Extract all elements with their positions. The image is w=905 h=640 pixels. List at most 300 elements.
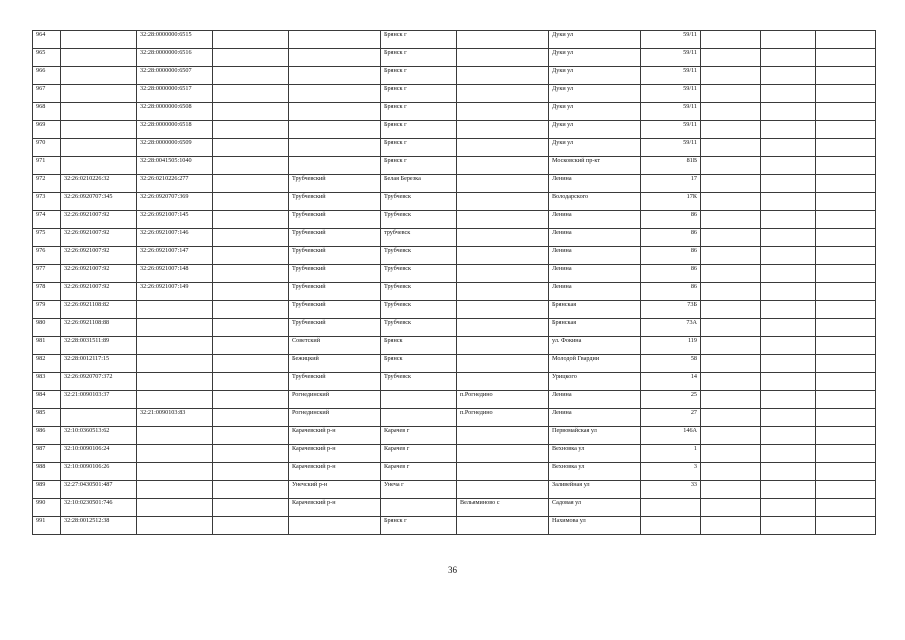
settlement-cell (457, 175, 549, 193)
street-cell: Ленина (549, 175, 641, 193)
street-cell: Брянская (549, 301, 641, 319)
settlement-cell: Вельяминово с (457, 499, 549, 517)
district-cell: Карачевский р-н (289, 499, 381, 517)
empty-cell (761, 391, 816, 409)
cadastral-number-cell: 32:27:0430501:487 (61, 481, 137, 499)
district-cell: Советский (289, 337, 381, 355)
street-cell: Урицкого (549, 373, 641, 391)
city-cell: Брянск (381, 337, 457, 355)
street-cell: Ленина (549, 247, 641, 265)
empty-cell (213, 517, 289, 535)
empty-cell (213, 499, 289, 517)
cadastral-number-2-cell: 32:28:0000000:6517 (137, 85, 213, 103)
district-cell (289, 157, 381, 175)
empty-cell (816, 409, 876, 427)
empty-cell (761, 337, 816, 355)
empty-cell (816, 373, 876, 391)
settlement-cell (457, 337, 549, 355)
house-cell: 59/11 (641, 103, 701, 121)
district-cell (289, 103, 381, 121)
street-cell: Дуки ул (549, 85, 641, 103)
house-cell: 86 (641, 211, 701, 229)
table-row (33, 337, 876, 355)
house-cell: 73А (641, 319, 701, 337)
table-row (33, 67, 876, 85)
table-row (33, 283, 876, 301)
cadastral-number-cell (61, 157, 137, 175)
cadastral-number-cell: 32:26:0921007:92 (61, 229, 137, 247)
empty-cell (761, 445, 816, 463)
empty-cell (213, 481, 289, 499)
row-number-cell: 981 (33, 337, 61, 355)
row-number-cell: 980 (33, 319, 61, 337)
registry-sheet (32, 30, 876, 535)
district-cell (289, 67, 381, 85)
empty-cell (761, 67, 816, 85)
house-cell: 27 (641, 409, 701, 427)
street-cell: Вехновка ул (549, 463, 641, 481)
house-cell: 1 (641, 445, 701, 463)
cadastral-number-cell (61, 49, 137, 67)
house-cell: 59/11 (641, 31, 701, 49)
empty-cell (213, 85, 289, 103)
district-cell: Трубчевский (289, 301, 381, 319)
empty-cell (701, 157, 761, 175)
table-row (33, 85, 876, 103)
city-cell: Трубчевск (381, 265, 457, 283)
district-cell: Бежицкий (289, 355, 381, 373)
empty-cell (213, 67, 289, 85)
empty-cell (213, 373, 289, 391)
table-row (33, 355, 876, 373)
cadastral-number-cell: 32:26:0920707:345 (61, 193, 137, 211)
city-cell: Брянск г (381, 49, 457, 67)
empty-cell (816, 229, 876, 247)
city-cell (381, 391, 457, 409)
city-cell: Трубчевск (381, 301, 457, 319)
settlement-cell (457, 265, 549, 283)
empty-cell (701, 409, 761, 427)
district-cell: Трубчевский (289, 373, 381, 391)
row-number-cell: 986 (33, 427, 61, 445)
empty-cell (816, 211, 876, 229)
empty-cell (816, 265, 876, 283)
table-row (33, 391, 876, 409)
empty-cell (761, 49, 816, 67)
cadastral-number-cell: 32:26:0921007:92 (61, 283, 137, 301)
empty-cell (701, 211, 761, 229)
empty-cell (213, 49, 289, 67)
empty-cell (701, 517, 761, 535)
empty-cell (816, 193, 876, 211)
empty-cell (761, 211, 816, 229)
street-cell: Дуки ул (549, 103, 641, 121)
table-row (33, 373, 876, 391)
empty-cell (213, 247, 289, 265)
cadastral-number-cell: 32:26:0921108:88 (61, 319, 137, 337)
settlement-cell: п.Рогнедино (457, 409, 549, 427)
district-cell: Трубчевский (289, 283, 381, 301)
empty-cell (213, 409, 289, 427)
settlement-cell (457, 49, 549, 67)
district-cell: Карачевский р-н (289, 463, 381, 481)
table-row (33, 319, 876, 337)
empty-cell (213, 157, 289, 175)
street-cell: Дуки ул (549, 121, 641, 139)
house-cell: 59/11 (641, 67, 701, 85)
city-cell: Трубчевск (381, 283, 457, 301)
city-cell: Брянск г (381, 139, 457, 157)
row-number-cell: 983 (33, 373, 61, 391)
cadastral-number-cell (61, 31, 137, 49)
table-row (33, 103, 876, 121)
empty-cell (213, 175, 289, 193)
cadastral-number-2-cell: 32:26:0921007:146 (137, 229, 213, 247)
house-cell: 59/11 (641, 121, 701, 139)
house-cell: 86 (641, 229, 701, 247)
empty-cell (761, 193, 816, 211)
cadastral-number-cell (61, 67, 137, 85)
empty-cell (213, 193, 289, 211)
table-row (33, 157, 876, 175)
house-cell: 3 (641, 463, 701, 481)
city-cell: Белая Березка (381, 175, 457, 193)
empty-cell (816, 121, 876, 139)
house-cell (641, 499, 701, 517)
street-cell: Володарского (549, 193, 641, 211)
city-cell: Трубчевск (381, 211, 457, 229)
cadastral-number-2-cell (137, 517, 213, 535)
empty-cell (816, 175, 876, 193)
empty-cell (213, 337, 289, 355)
cadastral-number-cell: 32:28:0031511:89 (61, 337, 137, 355)
empty-cell (816, 355, 876, 373)
street-cell: Заливейная ул (549, 481, 641, 499)
empty-cell (816, 445, 876, 463)
house-cell: 58 (641, 355, 701, 373)
house-cell: 59/11 (641, 139, 701, 157)
settlement-cell (457, 355, 549, 373)
empty-cell (213, 31, 289, 49)
table-row (33, 427, 876, 445)
settlement-cell (457, 31, 549, 49)
district-cell: Трубчевский (289, 175, 381, 193)
empty-cell (816, 319, 876, 337)
cadastral-number-cell (61, 85, 137, 103)
empty-cell (701, 103, 761, 121)
empty-cell (213, 427, 289, 445)
empty-cell (761, 103, 816, 121)
row-number-cell: 975 (33, 229, 61, 247)
table-row (33, 247, 876, 265)
house-cell: 25 (641, 391, 701, 409)
street-cell: ул. Фокина (549, 337, 641, 355)
city-cell (381, 499, 457, 517)
empty-cell (701, 427, 761, 445)
city-cell: Трубчевск (381, 193, 457, 211)
empty-cell (761, 499, 816, 517)
street-cell: Молодой Гвардии (549, 355, 641, 373)
empty-cell (701, 319, 761, 337)
city-cell: Брянск г (381, 103, 457, 121)
cadastral-number-2-cell (137, 319, 213, 337)
empty-cell (213, 463, 289, 481)
row-number-cell: 966 (33, 67, 61, 85)
row-number-cell: 964 (33, 31, 61, 49)
empty-cell (761, 31, 816, 49)
row-number-cell: 989 (33, 481, 61, 499)
street-cell: Дуки ул (549, 67, 641, 85)
settlement-cell: п.Рогнедино (457, 391, 549, 409)
cadastral-number-cell (61, 409, 137, 427)
district-cell: Карачевский р-н (289, 445, 381, 463)
row-number-cell: 969 (33, 121, 61, 139)
cadastral-number-2-cell (137, 373, 213, 391)
settlement-cell (457, 193, 549, 211)
empty-cell (816, 391, 876, 409)
cadastral-number-2-cell (137, 391, 213, 409)
table-body (33, 31, 876, 535)
table-row (33, 463, 876, 481)
empty-cell (701, 247, 761, 265)
empty-cell (701, 49, 761, 67)
empty-cell (213, 229, 289, 247)
district-cell: Трубчевский (289, 247, 381, 265)
cadastral-number-cell: 32:10:0360513:62 (61, 427, 137, 445)
row-number-cell: 978 (33, 283, 61, 301)
cadastral-number-2-cell: 32:26:0920707:369 (137, 193, 213, 211)
empty-cell (816, 301, 876, 319)
city-cell: Брянск (381, 355, 457, 373)
empty-cell (701, 481, 761, 499)
empty-cell (816, 247, 876, 265)
cadastral-number-2-cell (137, 355, 213, 373)
empty-cell (816, 139, 876, 157)
table-row (33, 499, 876, 517)
row-number-cell: 988 (33, 463, 61, 481)
empty-cell (816, 517, 876, 535)
cadastral-number-cell: 32:26:0921007:92 (61, 265, 137, 283)
street-cell: Московский пр-кт (549, 157, 641, 175)
settlement-cell (457, 247, 549, 265)
empty-cell (761, 247, 816, 265)
empty-cell (761, 229, 816, 247)
table-row (33, 229, 876, 247)
district-cell: Трубчевский (289, 211, 381, 229)
registry-table (32, 30, 876, 535)
district-cell: Трубчевский (289, 319, 381, 337)
cadastral-number-cell: 32:28:0012117:15 (61, 355, 137, 373)
empty-cell (816, 157, 876, 175)
settlement-cell (457, 229, 549, 247)
empty-cell (701, 229, 761, 247)
house-cell: 81В (641, 157, 701, 175)
empty-cell (701, 355, 761, 373)
empty-cell (213, 319, 289, 337)
cadastral-number-cell (61, 139, 137, 157)
city-cell: Унеча г (381, 481, 457, 499)
row-number-cell: 991 (33, 517, 61, 535)
table-row (33, 121, 876, 139)
street-cell: Ленина (549, 409, 641, 427)
empty-cell (701, 121, 761, 139)
empty-cell (761, 427, 816, 445)
street-cell: Ленина (549, 265, 641, 283)
cadastral-number-cell: 32:10:0230501:746 (61, 499, 137, 517)
street-cell: Ленина (549, 229, 641, 247)
house-cell: 17К (641, 193, 701, 211)
district-cell (289, 49, 381, 67)
street-cell: Ленина (549, 283, 641, 301)
empty-cell (761, 463, 816, 481)
empty-cell (213, 445, 289, 463)
house-cell (641, 517, 701, 535)
settlement-cell (457, 121, 549, 139)
settlement-cell (457, 373, 549, 391)
street-cell: Ленина (549, 211, 641, 229)
table-row (33, 265, 876, 283)
street-cell: Дуки ул (549, 139, 641, 157)
empty-cell (213, 283, 289, 301)
empty-cell (701, 193, 761, 211)
empty-cell (761, 355, 816, 373)
table-row (33, 193, 876, 211)
empty-cell (701, 391, 761, 409)
settlement-cell (457, 301, 549, 319)
settlement-cell (457, 517, 549, 535)
cadastral-number-2-cell: 32:26:0921007:149 (137, 283, 213, 301)
cadastral-number-2-cell: 32:28:0000000:6508 (137, 103, 213, 121)
city-cell: Карачев г (381, 463, 457, 481)
street-cell: Дуки ул (549, 49, 641, 67)
empty-cell (213, 265, 289, 283)
city-cell (381, 409, 457, 427)
empty-cell (213, 301, 289, 319)
cadastral-number-2-cell: 32:28:0000000:6507 (137, 67, 213, 85)
settlement-cell (457, 463, 549, 481)
settlement-cell (457, 427, 549, 445)
table-row (33, 139, 876, 157)
district-cell (289, 139, 381, 157)
city-cell: Карачев г (381, 427, 457, 445)
table-row (33, 31, 876, 49)
city-cell: Трубчевск (381, 247, 457, 265)
district-cell: Трубчевский (289, 193, 381, 211)
city-cell: Брянск г (381, 517, 457, 535)
page-number: 36 (448, 565, 457, 575)
empty-cell (701, 445, 761, 463)
street-cell: Дуки ул (549, 31, 641, 49)
table-row (33, 445, 876, 463)
cadastral-number-cell: 32:26:0921007:92 (61, 211, 137, 229)
row-number-cell: 987 (33, 445, 61, 463)
district-cell: Рогнединский (289, 391, 381, 409)
row-number-cell: 965 (33, 49, 61, 67)
empty-cell (701, 301, 761, 319)
street-cell: Брянская (549, 319, 641, 337)
street-cell: Нахимова ул (549, 517, 641, 535)
house-cell: 86 (641, 283, 701, 301)
house-cell: 86 (641, 247, 701, 265)
cadastral-number-cell: 32:26:0210226:32 (61, 175, 137, 193)
table-row (33, 301, 876, 319)
district-cell: Трубчевский (289, 265, 381, 283)
row-number-cell: 970 (33, 139, 61, 157)
city-cell: Трубчевск (381, 319, 457, 337)
district-cell: Унечский р-н (289, 481, 381, 499)
district-cell: Карачевский р-н (289, 427, 381, 445)
district-cell (289, 517, 381, 535)
street-cell: Садовая ул (549, 499, 641, 517)
empty-cell (701, 373, 761, 391)
empty-cell (701, 499, 761, 517)
row-number-cell: 972 (33, 175, 61, 193)
empty-cell (701, 31, 761, 49)
cadastral-number-cell: 32:28:0012512:38 (61, 517, 137, 535)
house-cell: 33 (641, 481, 701, 499)
district-cell (289, 85, 381, 103)
house-cell: 59/11 (641, 85, 701, 103)
city-cell: Карачев г (381, 445, 457, 463)
empty-cell (761, 85, 816, 103)
cadastral-number-2-cell: 32:26:0210226:277 (137, 175, 213, 193)
empty-cell (816, 67, 876, 85)
empty-cell (816, 85, 876, 103)
row-number-cell: 971 (33, 157, 61, 175)
city-cell: Трубчевск (381, 373, 457, 391)
city-cell: Брянск г (381, 121, 457, 139)
empty-cell (761, 139, 816, 157)
cadastral-number-2-cell (137, 445, 213, 463)
settlement-cell (457, 85, 549, 103)
empty-cell (701, 67, 761, 85)
house-cell: 14 (641, 373, 701, 391)
cadastral-number-2-cell: 32:28:0000000:6518 (137, 121, 213, 139)
empty-cell (213, 103, 289, 121)
empty-cell (761, 157, 816, 175)
cadastral-number-cell: 32:10:0090106:24 (61, 445, 137, 463)
empty-cell (816, 283, 876, 301)
cadastral-number-2-cell (137, 463, 213, 481)
table-row (33, 49, 876, 67)
cadastral-number-2-cell: 32:26:0921007:147 (137, 247, 213, 265)
district-cell (289, 31, 381, 49)
street-cell: Ленина (549, 391, 641, 409)
empty-cell (816, 499, 876, 517)
settlement-cell (457, 139, 549, 157)
empty-cell (701, 139, 761, 157)
cadastral-number-2-cell (137, 499, 213, 517)
cadastral-number-2-cell (137, 427, 213, 445)
house-cell: 17 (641, 175, 701, 193)
empty-cell (701, 283, 761, 301)
cadastral-number-2-cell (137, 337, 213, 355)
settlement-cell (457, 211, 549, 229)
cadastral-number-2-cell (137, 481, 213, 499)
empty-cell (213, 211, 289, 229)
cadastral-number-cell: 32:26:0921108:82 (61, 301, 137, 319)
district-cell: Трубчевский (289, 229, 381, 247)
house-cell: 146А (641, 427, 701, 445)
row-number-cell: 976 (33, 247, 61, 265)
empty-cell (816, 463, 876, 481)
empty-cell (761, 481, 816, 499)
house-cell: 119 (641, 337, 701, 355)
empty-cell (816, 31, 876, 49)
district-cell (289, 121, 381, 139)
settlement-cell (457, 481, 549, 499)
empty-cell (761, 301, 816, 319)
